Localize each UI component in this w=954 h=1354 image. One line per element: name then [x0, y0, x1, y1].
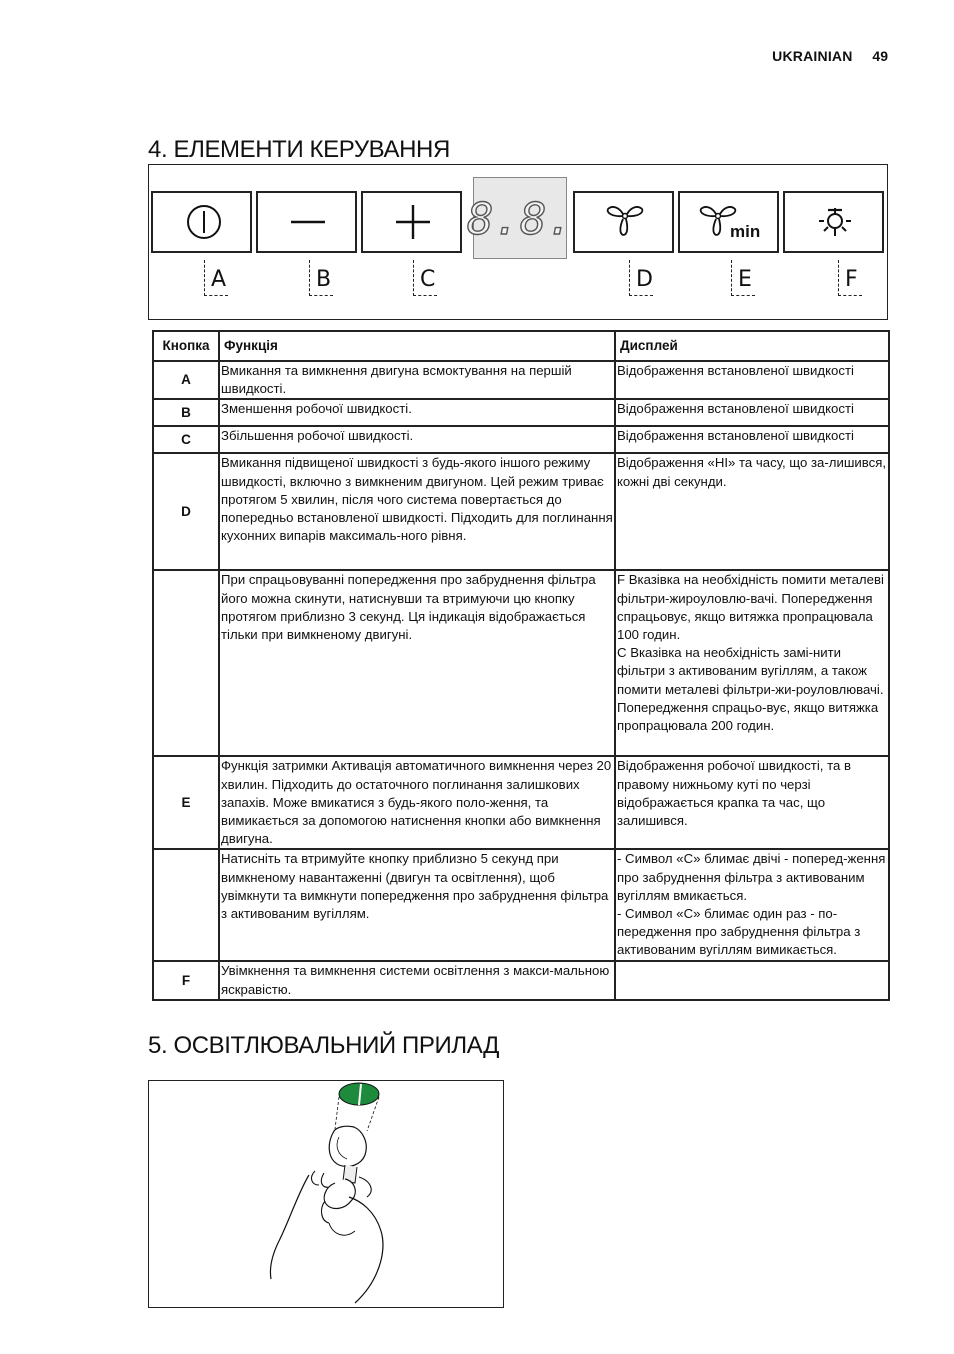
section-4-title: 4. ЕЛЕМЕНТИ КЕРУВАННЯ	[148, 136, 450, 163]
page-number: 49	[872, 48, 888, 64]
label-a: A	[204, 260, 228, 296]
header-display: Дисплей	[615, 331, 889, 361]
label-e: E	[731, 260, 755, 296]
table-row	[153, 756, 889, 849]
row-key: C	[153, 426, 219, 453]
label-f: F	[838, 260, 862, 296]
table-row	[153, 399, 889, 426]
plus-icon	[363, 193, 460, 251]
table-row	[153, 570, 889, 756]
page-header	[772, 48, 888, 64]
button-e-delay[interactable]	[678, 191, 779, 253]
label-b: B	[309, 260, 333, 296]
button-d-boost[interactable]	[573, 191, 674, 253]
display-digits	[467, 178, 573, 258]
button-a-power[interactable]	[151, 191, 252, 253]
row-display	[615, 961, 889, 999]
row-display: F Вказівка на необхідність помити металеві фільтри-жироуловлю-вачі. Попередження спрацьовує, якщо витяжка пропрацювала 100 годин. C Вказівка на необхідність замі-нити фільтри з активованим вугіллям, а також помити металеві фільтри-жи-роуловлювачі. Попередження спрацьо-вує, якщо витяжка пропрацювала 200 годин.	[615, 570, 889, 756]
power-icon	[153, 193, 250, 251]
row-function: Увімкнення та вимкнення системи освітлення з макси-мальною яскравістю.	[219, 961, 615, 999]
table-row	[153, 961, 889, 999]
row-display: Відображення робочої швидкості, та в правому нижньому куті по черзі відображається крапка та час, що залишився.	[615, 756, 889, 849]
row-function: Натисніть та втримуйте кнопку приблизно 5 секунд при вимкненому навантаженні (двигун та освітлення), щоб увімкнути та вимкнути попередження про забруднення фільтра з активованим вугіллям.	[219, 849, 615, 961]
row-function: Зменшення робочої швидкості.	[219, 399, 615, 426]
label-c: C	[413, 260, 437, 296]
row-key: B	[153, 399, 219, 426]
language-label: UKRAINIAN	[772, 48, 853, 64]
section-5-title: 5. ОСВІТЛЮВАЛЬНИЙ ПРИЛАД	[148, 1032, 499, 1059]
row-function: Вмикання та вимкнення двигуна всмоктування на першій швидкості.	[219, 361, 615, 399]
button-c-plus[interactable]	[361, 191, 462, 253]
row-function: При спрацьовуванні попередження про забруднення фільтра його можна скинути, натиснувши та втримуючи цю кнопку протягом приблизно 3 секунд. Ця індикація відображається тільки при вимкненому двигуні.	[219, 570, 615, 756]
row-function: Збільшення робочої швидкості.	[219, 426, 615, 453]
row-key: D	[153, 453, 219, 570]
row-key: F	[153, 961, 219, 999]
fan-icon	[575, 193, 672, 251]
min-label: min	[730, 222, 761, 241]
table-row	[153, 849, 889, 961]
button-f-light[interactable]	[783, 191, 884, 253]
display-value: 8.8.	[467, 194, 573, 245]
table-row	[153, 361, 889, 399]
table-row	[153, 453, 889, 570]
row-key	[153, 849, 219, 961]
label-d: D	[629, 260, 653, 296]
controls-table	[152, 330, 890, 1001]
light-icon	[785, 193, 882, 251]
hand-bulb-icon	[149, 1081, 503, 1307]
row-function: Функція затримки Активація автоматичного вимкнення через 20 хвилин. Підходить до остаточного поглинання залишкових запахів. Може вмикатися з будь-якого поло-ження, та вимикається за допомогою натиснення кнопки або вимкнення двигуна.	[219, 756, 615, 849]
fan-min-icon	[680, 193, 777, 251]
header-button: Кнопка	[153, 331, 219, 361]
row-display: Відображення «HI» та часу, що за-лишився, кожні дві секунди.	[615, 453, 889, 570]
control-panel-diagram	[148, 164, 888, 320]
row-display: Відображення встановленої швидкості	[615, 426, 889, 453]
seven-segment-display	[467, 177, 573, 259]
row-display: Відображення встановленої швидкості	[615, 399, 889, 426]
table-header-row	[153, 331, 889, 361]
row-display: - Символ «C» блимає двічі - поперед-ження про забруднення фільтра з активованим вугіллям вмикається. - Символ «C» блимає один раз - по-передження про забруднення фільтра з активованим вугіллям вимикається.	[615, 849, 889, 961]
row-key: A	[153, 361, 219, 399]
table-row	[153, 426, 889, 453]
button-b-minus[interactable]	[256, 191, 357, 253]
row-function: Вмикання підвищеної швидкості з будь-якого іншого режиму швидкості, включно з вимкненим двигуном. Цей режим триває протягом 5 хвилин, після чого система повертається до попередньо встановленої швидкості. Підходить для поглинання кухонних випарів максималь-ного рівня.	[219, 453, 615, 570]
row-key: E	[153, 756, 219, 849]
row-key	[153, 570, 219, 756]
header-function: Функція	[219, 331, 615, 361]
lighting-illustration	[148, 1080, 504, 1308]
row-display: Відображення встановленої швидкості	[615, 361, 889, 399]
minus-icon	[258, 193, 355, 251]
